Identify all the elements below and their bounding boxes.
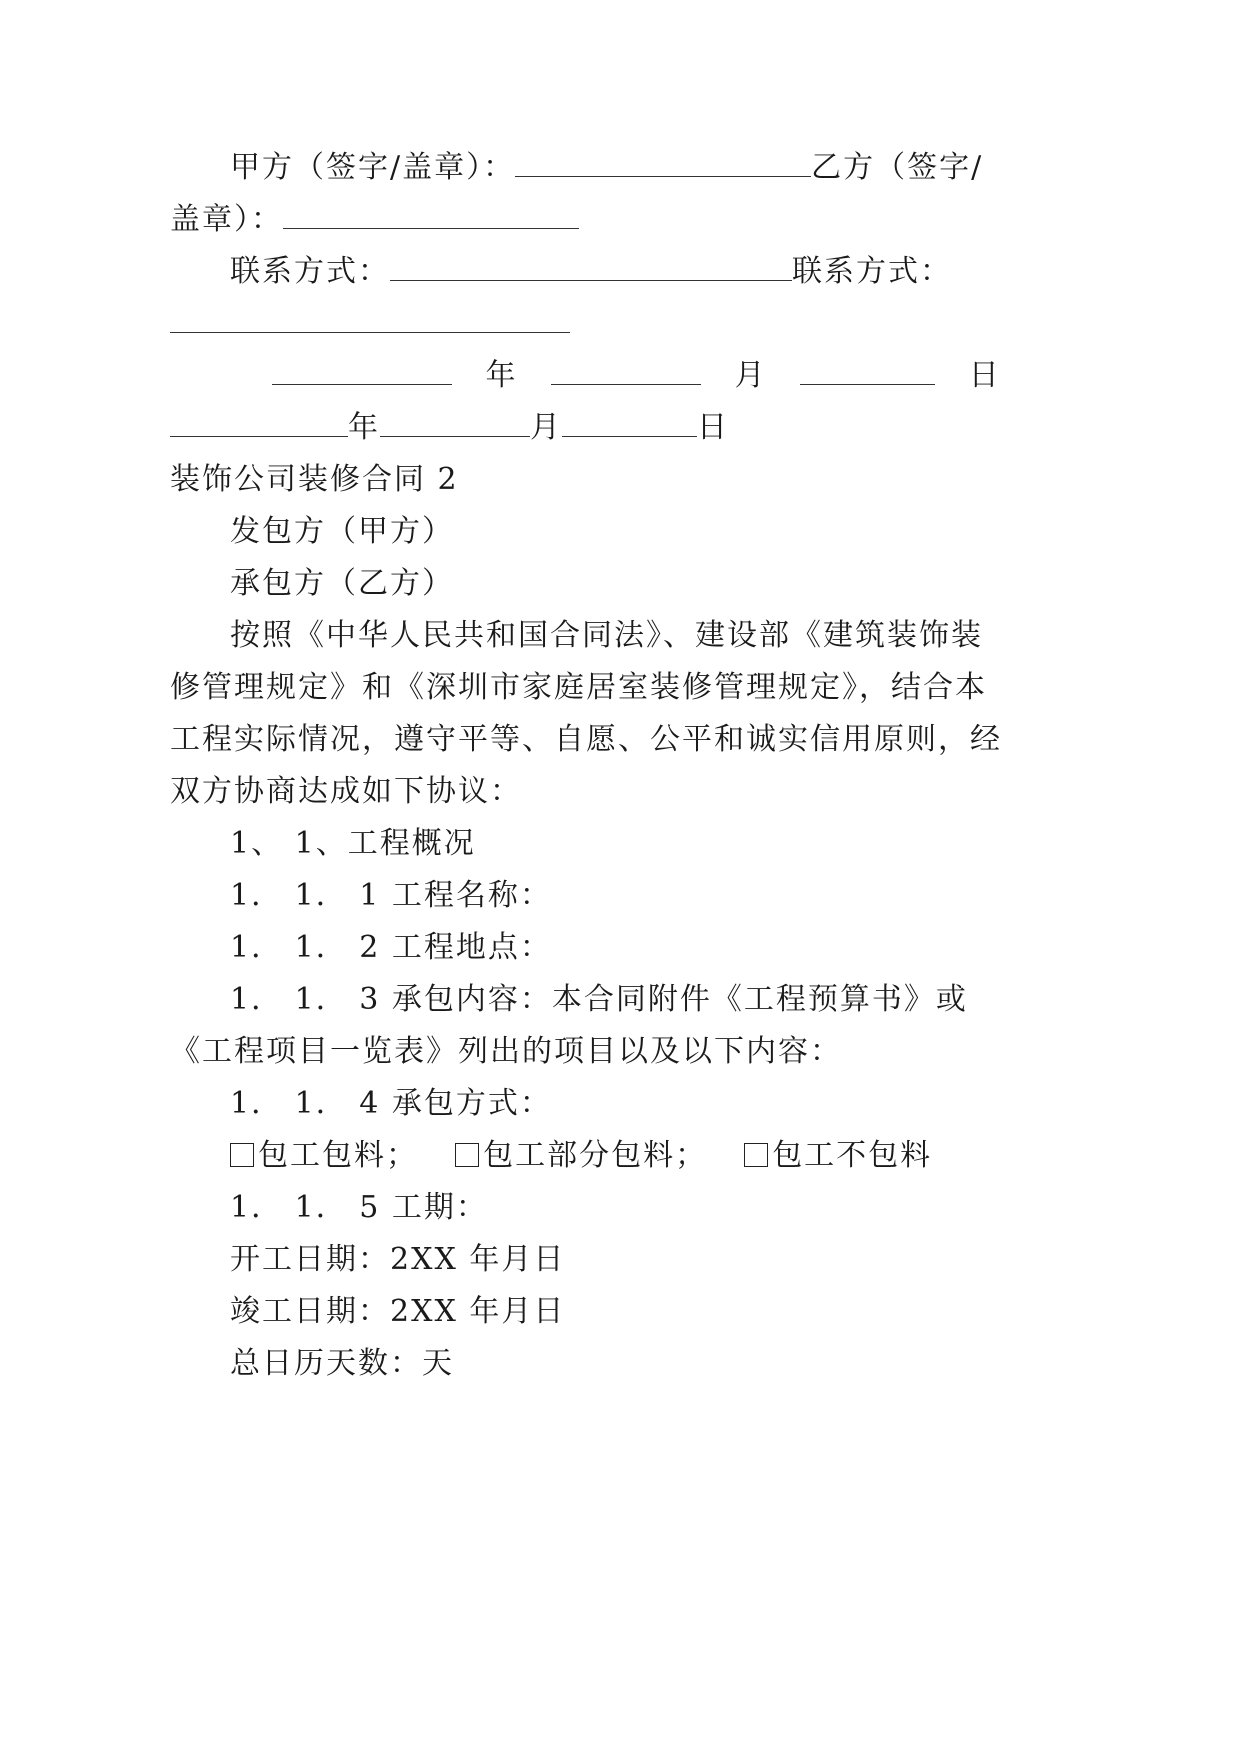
- section-1-1-4: 1． 1． 4 承包方式：: [230, 1086, 552, 1121]
- intro-line-4: 双方协商达成如下协议：: [170, 774, 522, 809]
- contact-b-line: [170, 304, 570, 344]
- contact-line: [230, 252, 952, 292]
- section-1-1-3: 1． 1． 3 承包内容：本合同附件《工程预算书》或: [230, 982, 968, 1017]
- contract-title: 装饰公司装修合同 2: [170, 462, 459, 497]
- year-blank-b: [170, 408, 348, 437]
- contact-b-blank: [170, 304, 570, 333]
- party-a-blank: [515, 148, 811, 177]
- contact-a-blank: [390, 252, 792, 281]
- contact-a-label: 联系方式：: [230, 254, 390, 289]
- date-line-a: [272, 356, 1001, 396]
- employer-label: 发包方（甲方）: [230, 514, 454, 549]
- month-label-a: 月: [734, 358, 767, 393]
- contractor-label: 承包方（乙方）: [230, 566, 454, 601]
- checkbox-icon[interactable]: [455, 1143, 479, 1167]
- option-partial-materials: 包工部分包料；: [483, 1138, 708, 1173]
- option-labor-only: 包工不包料: [772, 1138, 933, 1173]
- contract-type-options: [230, 1136, 932, 1176]
- party-b-blank: [283, 200, 579, 229]
- intro-line-3: 工程实际情况，遵守平等、自愿、公平和诚实信用原则，经: [170, 722, 1002, 757]
- intro-line-1: 按照《中华人民共和国合同法》、建设部《建筑装饰装: [230, 618, 983, 653]
- total-days: 总日历天数：天: [230, 1346, 454, 1381]
- year-blank-a: [272, 356, 452, 385]
- section-1-1-1: 1． 1． 1 工程名称：: [230, 878, 552, 913]
- year-label-b: 年: [348, 410, 380, 445]
- section-1-heading: 1、 1、工程概况: [230, 826, 476, 861]
- year-label-a: 年: [485, 358, 518, 393]
- option-full-materials: 包工包料；: [258, 1138, 418, 1173]
- start-date: 开工日期：2XX 年月日: [230, 1242, 566, 1277]
- party-b-label: 乙方（签字/: [811, 150, 984, 185]
- party-a-label: 甲方（签字/盖章）：: [230, 150, 516, 185]
- signature-line-2: [170, 200, 579, 240]
- checkbox-icon[interactable]: [230, 1143, 254, 1167]
- section-1-1-2: 1． 1． 2 工程地点：: [230, 930, 552, 965]
- day-blank-b: [562, 408, 697, 437]
- day-label-b: 日: [697, 410, 729, 445]
- month-blank-a: [551, 356, 701, 385]
- end-date: 竣工日期：2XX 年月日: [230, 1294, 566, 1329]
- section-1-1-3-cont: 《工程项目一览表》列出的项目以及以下内容：: [170, 1034, 842, 1069]
- month-label-b: 月: [530, 410, 562, 445]
- section-1-1-5: 1． 1． 5 工期：: [230, 1190, 488, 1225]
- party-b-label-cont: 盖章）：: [170, 202, 283, 237]
- checkbox-icon[interactable]: [744, 1143, 768, 1167]
- contact-b-label: 联系方式：: [792, 254, 952, 289]
- day-label-a: 日: [968, 358, 1001, 393]
- day-blank-a: [800, 356, 935, 385]
- month-blank-b: [380, 408, 530, 437]
- date-line-b: [170, 408, 729, 448]
- intro-line-2: 修管理规定》和《深圳市家庭居室装修管理规定》，结合本: [170, 670, 987, 705]
- signature-line-1: [230, 148, 983, 188]
